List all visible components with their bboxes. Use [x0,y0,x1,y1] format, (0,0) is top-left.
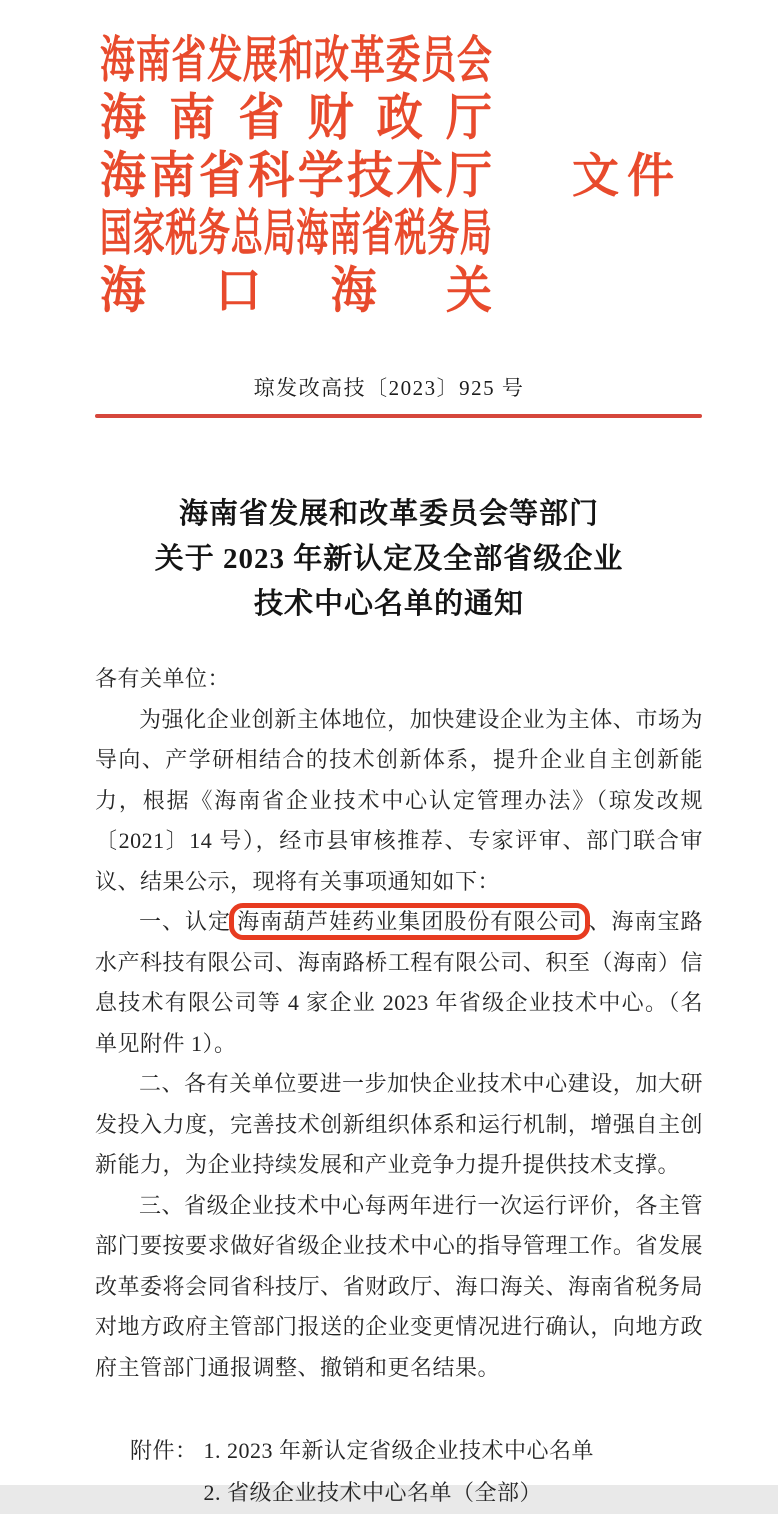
agency-names [100,32,492,320]
agency-name-line: 海 南 省 发 展 和 改 革 委 员 会 [100,32,492,89]
agency-name-line: 国 家 税 务 总 局 海 南 省 税 务 局 [100,205,492,262]
paragraph-item-3: 三、省级企业技术中心每两年进行一次运行评价，各主管部门要按要求做好省级企业技术中心的指导管理工作。省发展改革委将会同省科技厅、省财政厅、海口海关、海南省税务局对地方政府主管部门报送的企业变更情况进行确认，向地方政府主管部门通报调整、撤销和更名结果。 [95,1192,703,1380]
document-body [95,659,703,1514]
salutation: 各有关单位： [95,666,231,691]
paragraph-intro: 为强化企业创新主体地位，加快建设企业为主体、市场为导向、产学研相结合的技术创新体系，提升企业自主创新能力，根据《海南省企业技术中心认定管理办法》（琼发改规〔2021〕14 号），经市县审核推荐、专家评审、部门联合审议、结果公示，现将有关事项通知如下： [95,706,703,894]
title-line-1: 海南省发展和改革委员会等部门 [178,498,599,530]
title-line-2: 关于 2023 年新认定及全部省级企业 [154,543,624,575]
highlighted-company-name: 海南葫芦娃药业集团股份有限公司 [229,903,590,940]
doc-number: 琼发改高技〔2023〕925 号 [253,376,525,400]
paragraph-item-2: 二、各有关单位要进一步加快企业技术中心建设，加大研发投入力度，完善技术创新组织体系和运行机制，增强自主创新能力，为企业持续发展和产业竞争力提升提供技术支撑。 [95,1071,703,1177]
red-divider-line [95,414,702,418]
paragraph-item-1-prefix: 一、认定 [139,909,232,934]
attachments-label: 附件： [130,1438,198,1463]
doc-type-label: 文件 [572,151,682,203]
paragraph-item-1 [95,902,703,1064]
agency-name-line: 海 南 省 科 学 技 术 厅 [100,147,492,203]
attachments-list [204,1430,595,1514]
document-title [0,492,778,627]
letterhead [100,32,700,322]
attachment-item-1: 1. 2023 年新认定省级企业技术中心名单 [203,1438,595,1463]
agency-name-line: 海 口 海 关 [100,262,492,318]
title-line-3: 技术中心名单的通知 [253,588,524,620]
agency-name-line: 海 南 省 财 政 厅 [100,89,492,146]
attachment-item-2: 2. 省级企业技术中心名单（全部） [203,1480,543,1505]
paragraph-item-1-suffix: 、海南宝路水产科技有限公司、海南路桥工程有限公司、积至（海南）信息技术有限公司等 4 家企业 2023 年省级企业技术中心。（名单见附件 1）。 [95,909,703,1056]
attachments-block [130,1430,703,1514]
